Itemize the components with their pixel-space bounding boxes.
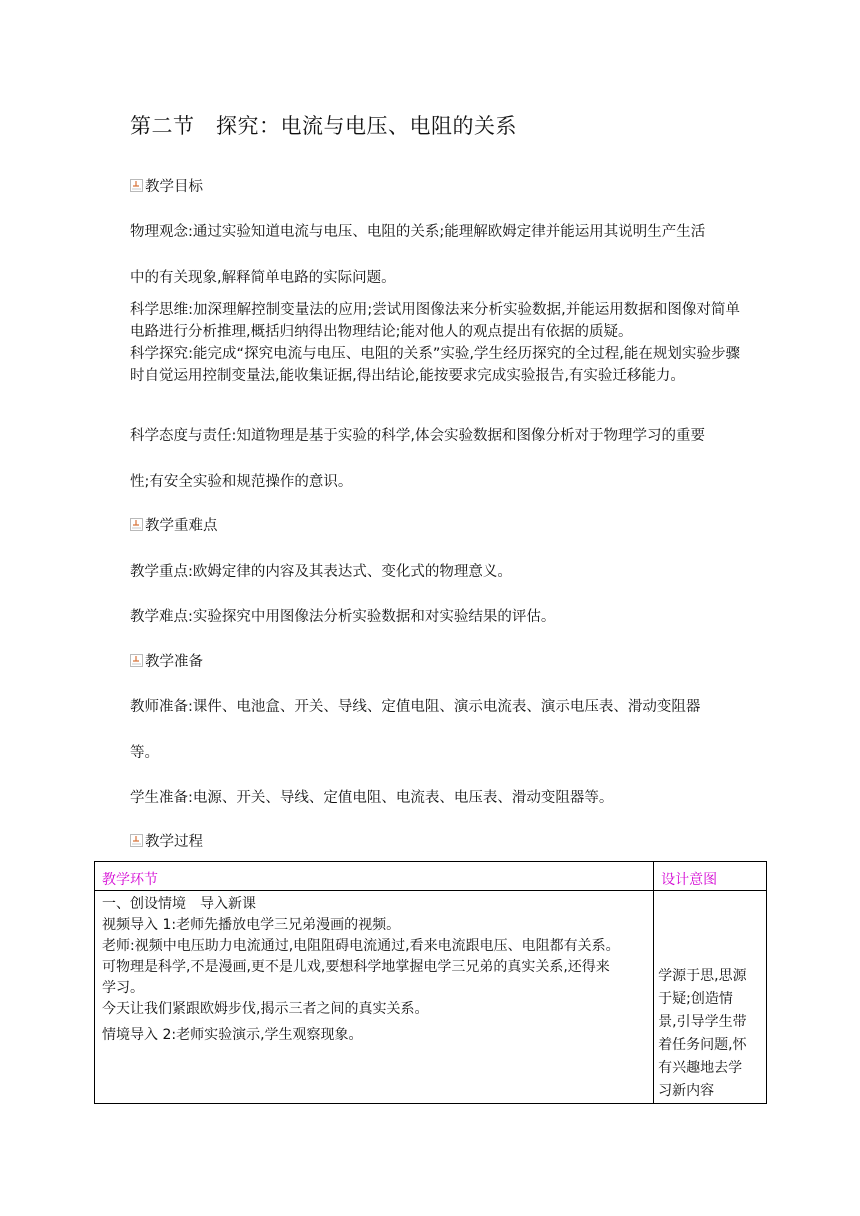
teaching-difficulty: 教学难点:实验探究中用图像法分析实验数据和对实验结果的评估。 bbox=[130, 609, 556, 625]
table-header-stage: 教学环节 bbox=[95, 862, 654, 891]
teaching-process-table bbox=[94, 861, 767, 1104]
table-header-row bbox=[95, 862, 767, 891]
section-heading-preparation bbox=[130, 650, 203, 671]
intent-line: 习新内容 bbox=[658, 1083, 715, 1099]
scientific-inquiry-paragraph: 科学探究:能完成“探究电流与电压、电阻的关系”实验,学生经历探究的全过程,能在规划实验步骤时自觉运用控制变量法,能收集证据,得出结论,能按要求完成实验报告,有实验迁移能力。 bbox=[130, 346, 740, 384]
section-heading-label: 教学目标 bbox=[145, 179, 203, 195]
page-title: 第二节 探究：电流与电压、电阻的关系 bbox=[130, 114, 517, 138]
stage-content-cell bbox=[95, 891, 654, 1104]
section-heading-label: 教学准备 bbox=[145, 654, 203, 670]
intent-line: 景,引导学生带 bbox=[658, 1014, 747, 1030]
table-row bbox=[95, 891, 767, 1104]
section-heading-label: 教学过程 bbox=[145, 834, 203, 850]
image-placeholder-icon bbox=[130, 518, 143, 531]
section-heading-label: 教学重难点 bbox=[145, 518, 218, 534]
image-placeholder-icon bbox=[130, 654, 143, 667]
physics-concept-line2: 中的有关现象,解释简单电路的实际问题。 bbox=[130, 270, 396, 286]
intent-line: 学源于思,思源 bbox=[658, 968, 747, 984]
intent-line: 有兴趣地去学 bbox=[658, 1060, 743, 1076]
teaching-focus: 教学重点:欧姆定律的内容及其表达式、变化式的物理意义。 bbox=[130, 564, 512, 580]
image-placeholder-icon bbox=[130, 179, 143, 192]
stage-line: 可物理是科学,不是漫画,更不是儿戏,要想科学地掌握电学三兄弟的真实关系,还得来 bbox=[102, 959, 610, 975]
stage-line: 老师:视频中电压助力电流通过,电阻阻碍电流通过,看来电流跟电压、电阻都有关系。 bbox=[102, 938, 620, 954]
stage-line: 情境导入 2:老师实验演示,学生观察现象。 bbox=[102, 1027, 363, 1043]
table-header-intent: 设计意图 bbox=[654, 862, 767, 891]
stage-line: 一、创设情境 导入新课 bbox=[102, 896, 256, 912]
teacher-preparation-line1: 教师准备:课件、电池盒、开关、导线、定值电阻、演示电流表、演示电压表、滑动变阻器 bbox=[130, 699, 701, 715]
stage-line: 视频导入 1:老师先播放电学三兄弟漫画的视频。 bbox=[102, 917, 401, 933]
stage-line: 学习。 bbox=[102, 980, 144, 996]
physics-concept-line1: 物理观念:通过实验知道电流与电压、电阻的关系;能理解欧姆定律并能运用其说明生产生活 bbox=[130, 224, 706, 240]
attitude-line2: 性;有安全实验和规范操作的意识。 bbox=[130, 474, 353, 490]
student-preparation: 学生准备:电源、开关、导线、定值电阻、电流表、电压表、滑动变阻器等。 bbox=[130, 790, 614, 806]
image-placeholder-icon bbox=[130, 834, 143, 847]
section-heading-key-points bbox=[130, 514, 218, 535]
intent-line: 着任务问题,怀 bbox=[658, 1037, 747, 1053]
stage-line: 今天让我们紧跟欧姆步伐,揭示三者之间的真实关系。 bbox=[102, 1001, 429, 1017]
scientific-thinking-paragraph: 科学思维:加深理解控制变量法的应用;尝试用图像法来分析实验数据,并能运用数据和图像对简单电路进行分析推理,概括归纳得出物理结论;能对他人的观点提出有依据的质疑。 bbox=[130, 302, 740, 340]
section-heading-goals bbox=[130, 175, 203, 196]
attitude-line1: 科学态度与责任:知道物理是基于实验的科学,体会实验数据和图像分析对于物理学习的重要 bbox=[130, 428, 705, 444]
intent-line: 于疑;创造情 bbox=[658, 991, 733, 1007]
teacher-preparation-line2: 等。 bbox=[130, 745, 159, 761]
design-intent-text bbox=[658, 965, 762, 1103]
section-heading-process bbox=[130, 830, 203, 851]
design-intent-cell bbox=[654, 891, 767, 1104]
